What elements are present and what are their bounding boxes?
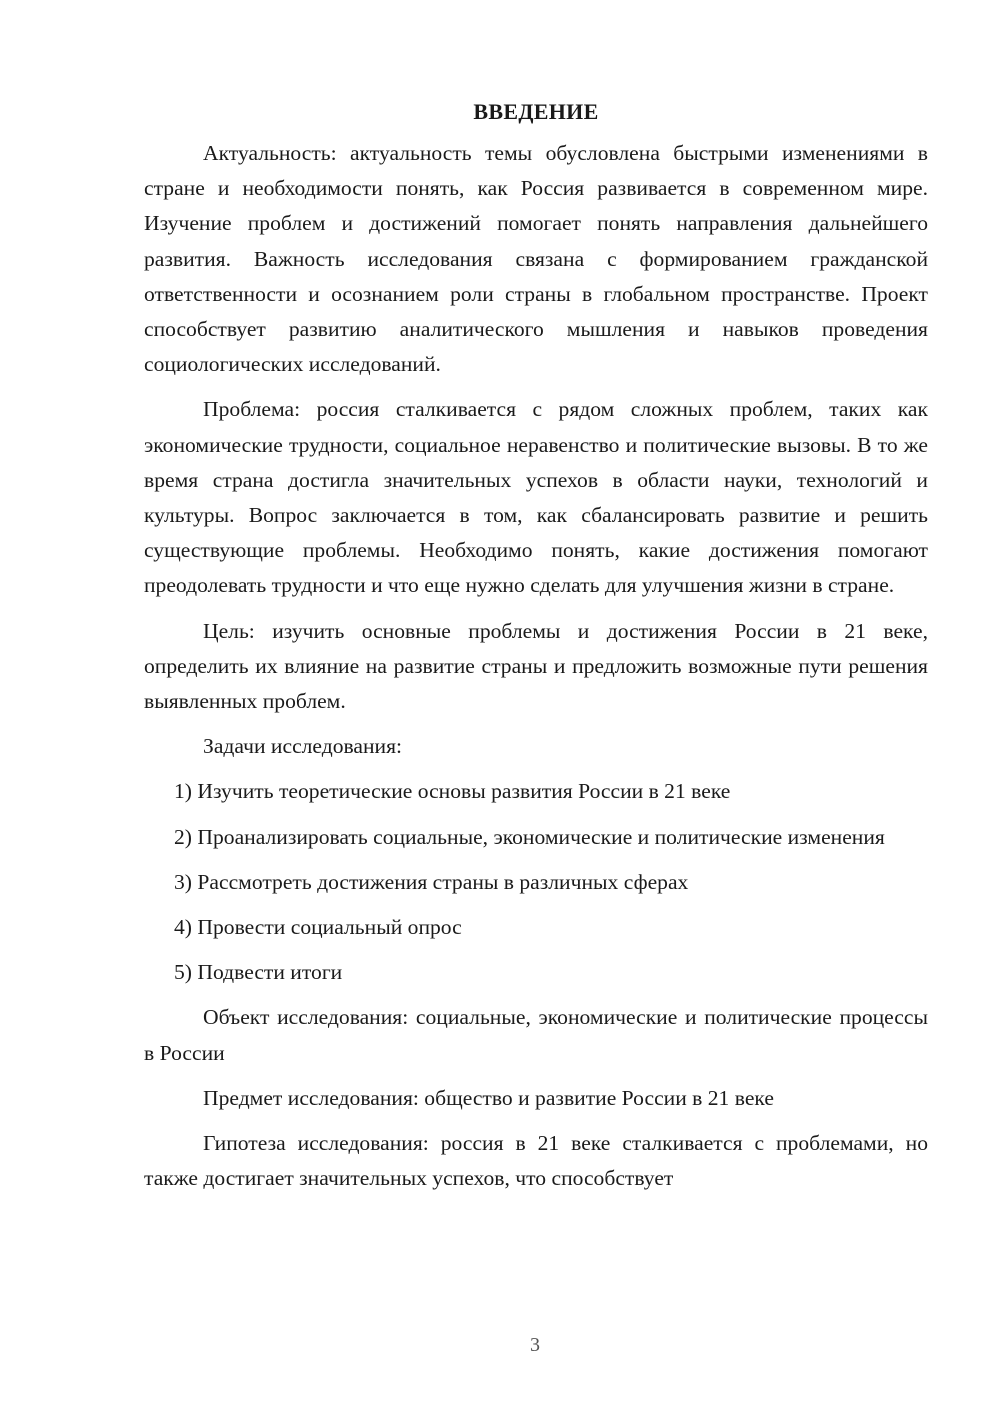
paragraph-object: Объект исследования: социальные, экономические и политические процессы в России <box>144 1005 928 1065</box>
task-item-2: 2) Проанализировать социальные, экономические и политические изменения <box>174 824 885 849</box>
task-item-5: 5) Подвести итоги <box>174 960 343 985</box>
paragraph-relevance: Актуальность: актуальность темы обусловлена быстрыми изменениями в стране и необходимости понять, как Россия развивается в современном мире. Изучение проблем и достижений помогает понять направления дальнейшего развития. Важность исследования связана с формированием гражданской ответственности и осознанием роли страны в глобальном пространстве. Проект способствует развитию аналитического мышления и навыков проведения социологических исследований. <box>144 141 928 377</box>
page-title: ВВЕДЕНИЕ <box>473 99 599 124</box>
paragraph-tasks-heading: Задачи исследования: <box>203 734 403 759</box>
task-item-3: 3) Рассмотреть достижения страны в различных сферах <box>174 869 689 894</box>
task-item-1: 1) Изучить теоретические основы развития России в 21 веке <box>174 779 731 804</box>
paragraph-hypothesis: Гипотеза исследования: россия в 21 веке сталкивается с проблемами, но также достигает значительных успехов, что способствует <box>144 1131 928 1191</box>
task-item-4: 4) Провести социальный опрос <box>174 915 462 940</box>
page-number: 3 <box>530 1334 540 1356</box>
paragraph-goal: Цель: изучить основные проблемы и достижения России в 21 веке, определить их влияние на развитие страны и предложить возможные пути решения выявленных проблем. <box>144 618 928 714</box>
paragraph-problem: Проблема: россия сталкивается с рядом сложных проблем, таких как экономические трудности, социальное неравенство и политические вызовы. В то же время страна достигла значительных успехов в области науки, технологий и культуры. Вопрос заключается в том, как сбалансировать развитие и решить существующие проблемы. Необходимо понять, какие достижения помогают преодолевать трудности и что еще нужно сделать для улучшения жизни в стране. <box>144 397 928 598</box>
document-page <box>144 96 928 1206</box>
paragraph-subject: Предмет исследования: общество и развитие России в 21 веке <box>203 1085 774 1110</box>
